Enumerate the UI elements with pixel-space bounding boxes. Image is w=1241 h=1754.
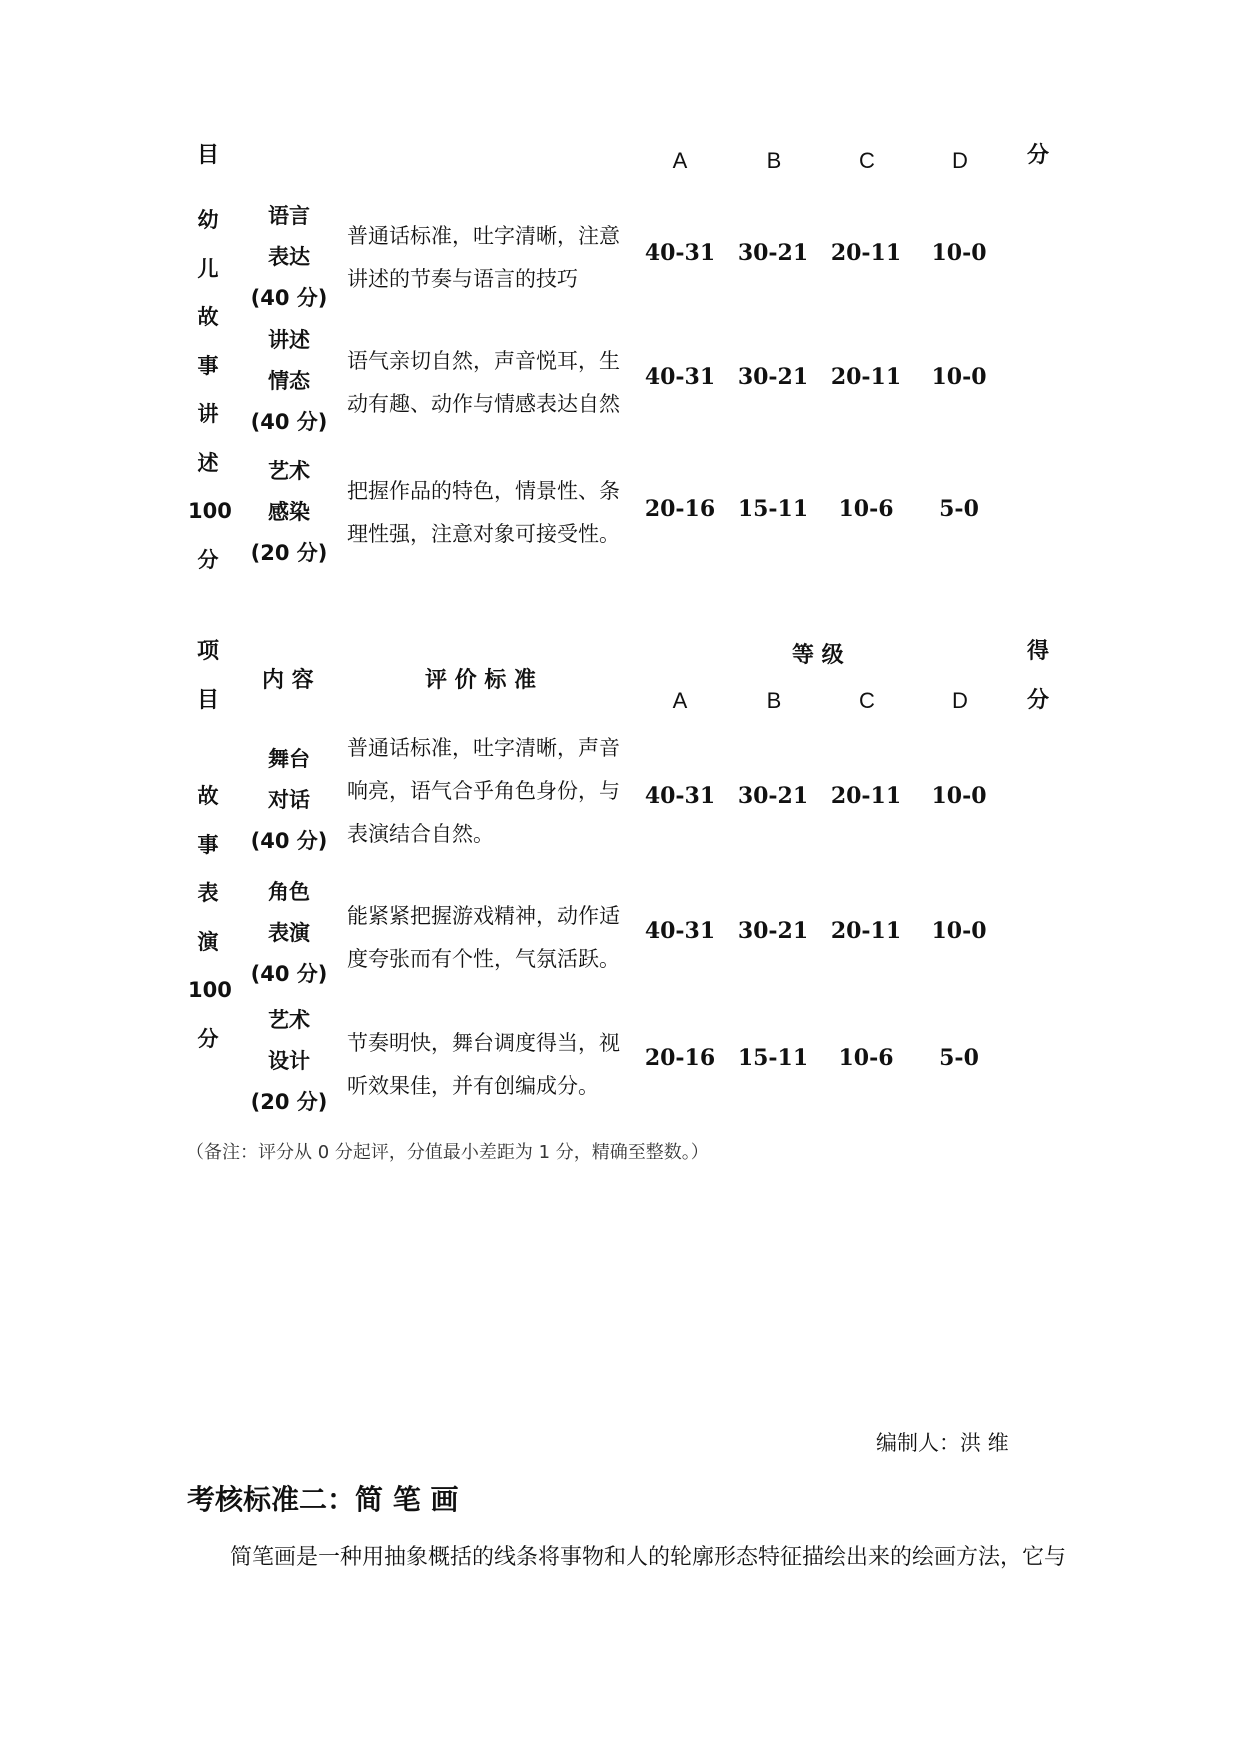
item-char: 事 (197, 832, 219, 857)
item-char: 儿 (197, 256, 219, 281)
table1-letter-d: D (952, 148, 968, 173)
table1-row2-grade-a: 40-31 (644, 364, 716, 390)
table2-row2-content (234, 872, 344, 995)
content-line: (40 分) (250, 286, 328, 310)
item-char: 100 (188, 499, 232, 523)
item-char: 演 (197, 929, 219, 954)
table1-row2-criteria: 语气亲切自然，声音悦耳，生动有趣、动作与情感表达自然 (347, 349, 620, 416)
content-line: (40 分) (250, 829, 328, 853)
header-char: 得 (1026, 639, 1049, 664)
content-line: 舞台 (268, 747, 310, 771)
table1-row1-grade-c: 20-11 (830, 240, 902, 266)
table1-header-score-tail: 分 (1027, 143, 1050, 168)
table1-row1-content (234, 196, 344, 319)
content-line: 语言 (268, 204, 310, 228)
table1-row3-grade-a: 20-16 (644, 496, 716, 522)
table1-item-label (188, 196, 232, 584)
header-char: 分 (1026, 687, 1049, 713)
table1-letter-a: A (672, 148, 688, 173)
table1-row1-grade-b: 30-21 (737, 240, 809, 266)
content-line: 对话 (268, 788, 310, 812)
item-char: 分 (197, 1026, 219, 1051)
content-line: (40 分) (250, 410, 328, 434)
table2-letter-d: D (952, 688, 968, 713)
table-note: （备注：评分从 0 分起评，分值最小差距为 1 分，精确至整数。） (186, 1142, 709, 1163)
item-char: 述 (197, 450, 219, 475)
table2-header-criteria: 评 价 标 准 (425, 668, 536, 693)
table2-row1-grade-d: 10-0 (931, 783, 987, 809)
table2-row3-content (234, 1000, 344, 1123)
table2-row1-criteria: 普通话标准，吐字清晰，声音响亮，语气合乎角色身份，与表演结合自然。 (347, 736, 620, 846)
item-char: 表 (197, 881, 219, 905)
table2-header-grade-level: 等 级 (792, 643, 844, 668)
table2-row3-grade-c: 10-6 (838, 1045, 894, 1071)
item-char: 分 (197, 547, 219, 572)
table2-row2-criteria: 能紧紧把握游戏精神，动作适度夸张而有个性，气氛活跃。 (347, 904, 620, 971)
content-line: 讲述 (268, 328, 310, 352)
table2-row2-grade-c: 20-11 (830, 918, 902, 944)
table2-row3-grade-d: 5-0 (939, 1045, 979, 1071)
content-line: 表演 (268, 921, 310, 945)
table1-letter-b: B (766, 148, 782, 173)
table2-letter-b: B (766, 688, 782, 713)
item-char: 讲 (197, 402, 219, 426)
table2-row1-grade-c: 20-11 (830, 783, 902, 809)
table1-row3-grade-d: 5-0 (939, 496, 979, 522)
table1-row2-content (234, 320, 344, 443)
table1-row1-grade-a: 40-31 (644, 240, 716, 266)
item-char: 100 (188, 978, 232, 1002)
table1-row1-criteria: 普通话标准，吐字清晰，注意讲述的节奏与语言的技巧 (347, 224, 620, 291)
table2-row3-grade-a: 20-16 (644, 1045, 716, 1071)
table1-row3-grade-c: 10-6 (838, 496, 894, 522)
author-line: 编制人：洪 维 (876, 1431, 1009, 1455)
body-paragraph: 简笔画是一种用抽象概括的线条将事物和人的轮廓形态特征描绘出来的绘画方法，它与 (230, 1545, 1067, 1570)
table2-row2-grade-a: 40-31 (644, 918, 716, 944)
table2-letter-a: A (672, 688, 688, 713)
table2-header-item (188, 628, 228, 725)
table1-row2-grade-b: 30-21 (737, 364, 809, 390)
table1-letter-c: C (859, 148, 875, 173)
table1-header-item-tail: 目 (197, 143, 220, 168)
table1-row3-content (234, 451, 344, 574)
content-line: (40 分) (250, 962, 328, 986)
content-line: (20 分) (250, 1090, 328, 1114)
table2-letter-c: C (859, 688, 875, 713)
table2-header-content: 内 容 (262, 668, 314, 693)
table2-row2-grade-b: 30-21 (737, 918, 809, 944)
item-char: 故 (197, 305, 219, 329)
table2-row1-grade-b: 30-21 (737, 783, 809, 809)
content-line: 表达 (268, 245, 310, 269)
table1-row2-grade-c: 20-11 (830, 364, 902, 390)
content-line: (20 分) (250, 541, 328, 565)
header-char: 项 (196, 639, 219, 664)
item-char: 故 (197, 784, 219, 808)
table2-row3-grade-b: 15-11 (737, 1045, 809, 1071)
item-char: 事 (197, 353, 219, 378)
content-line: 感染 (268, 500, 310, 524)
table2-item-label (188, 772, 232, 1063)
content-line: 情态 (268, 369, 310, 393)
table1-row2-grade-d: 10-0 (931, 364, 987, 390)
table1-row3-criteria: 把握作品的特色，情景性、条理性强，注意对象可接受性。 (347, 479, 620, 546)
table2-row3-criteria: 节奏明快，舞台调度得当，视听效果佳，并有创编成分。 (347, 1031, 620, 1098)
table1-row1-grade-d: 10-0 (931, 240, 987, 266)
table1-row3-grade-b: 15-11 (737, 496, 809, 522)
content-line: 艺术 (268, 1008, 310, 1032)
content-line: 角色 (268, 880, 310, 904)
table2-row1-content (234, 739, 344, 862)
item-char: 幼 (197, 208, 219, 232)
table2-row1-grade-a: 40-31 (644, 783, 716, 809)
content-line: 设计 (268, 1049, 310, 1073)
table2-row2-grade-d: 10-0 (931, 918, 987, 944)
content-line: 艺术 (268, 459, 310, 483)
table2-header-score (1018, 628, 1058, 725)
header-char: 目 (196, 687, 219, 713)
section-title: 考核标准二：简 笔 画 (187, 1483, 459, 1516)
